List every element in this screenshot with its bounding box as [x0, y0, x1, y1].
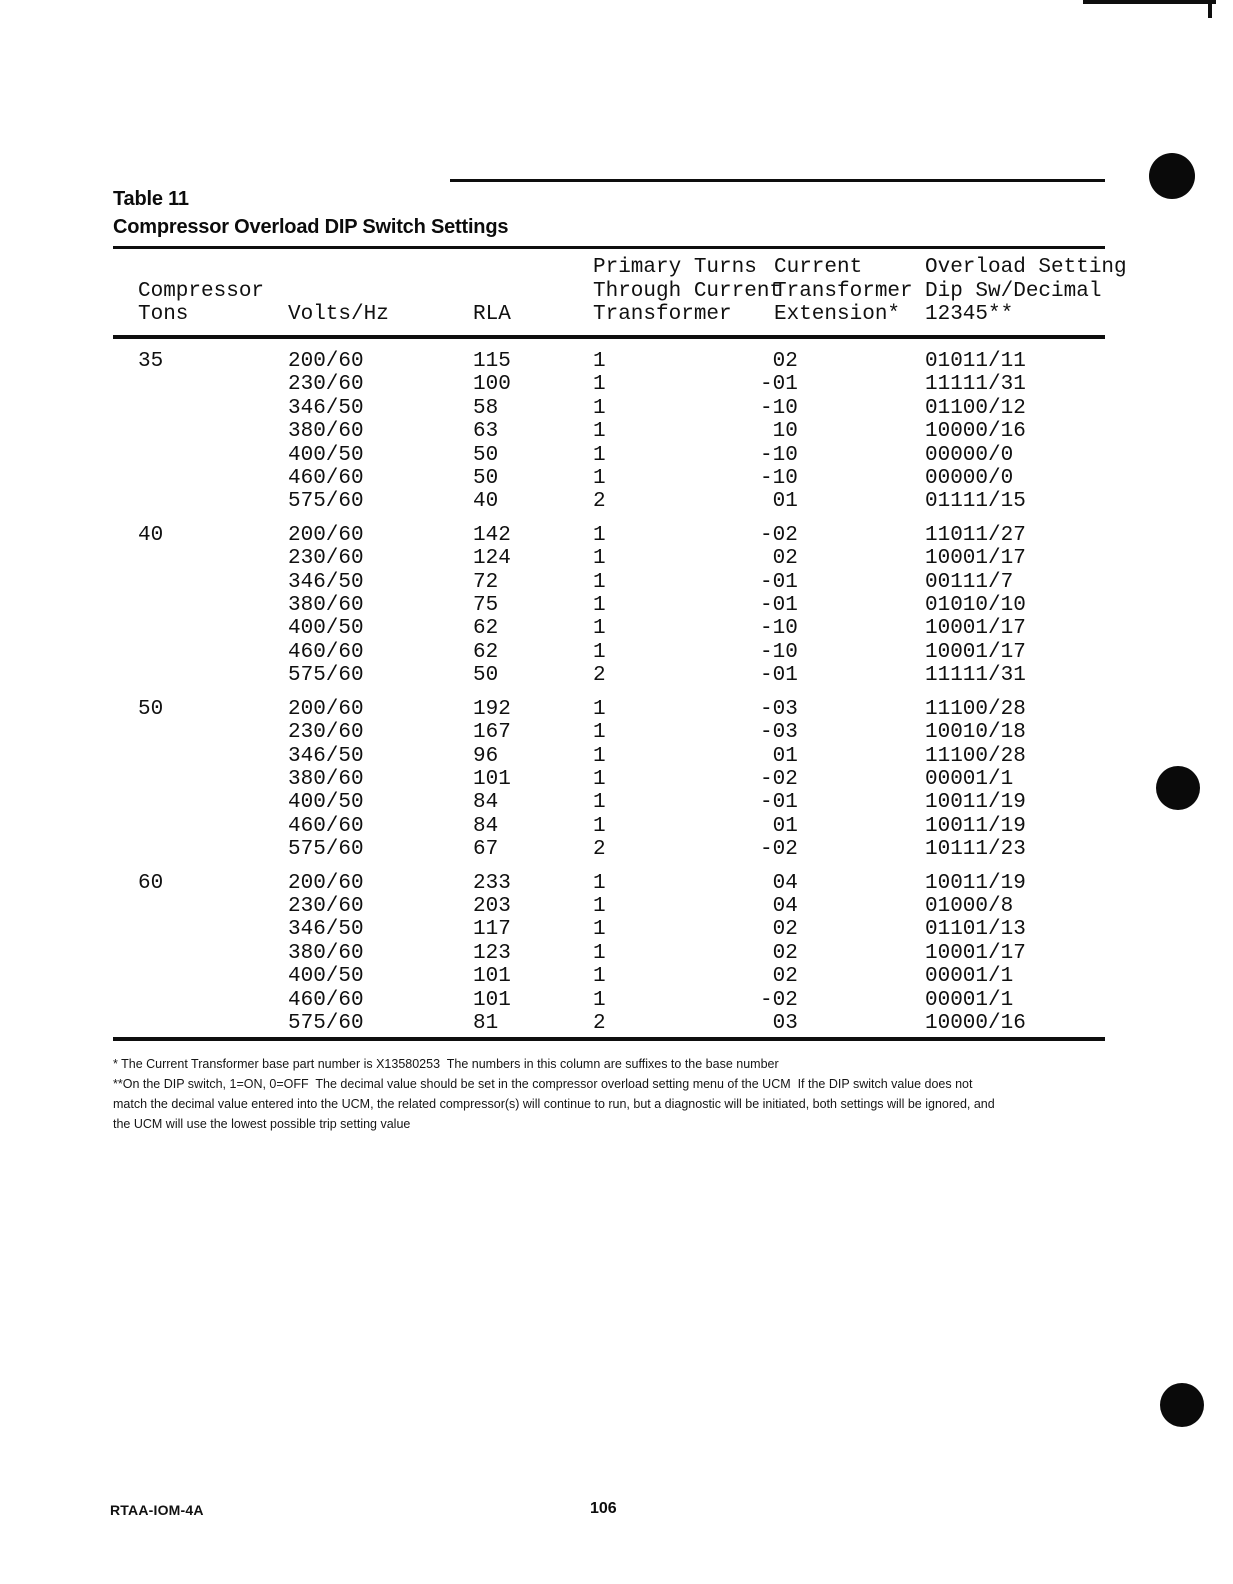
cell-primary-turns: 1 [593, 420, 606, 444]
cell-rla: 62 [473, 617, 499, 641]
table-row [113, 1012, 1105, 1035]
cell-ct-extension: -01 [760, 594, 798, 618]
table-caption: Compressor Overload DIP Switch Settings [113, 216, 509, 238]
cell-ct-extension: -01 [760, 373, 798, 397]
header-cell: Transformer [593, 303, 732, 326]
cell-overload-setting: 11111/31 [925, 664, 1026, 688]
table-row [113, 838, 1105, 861]
table-row [113, 350, 1105, 373]
cell-volts-hz: 460/60 [288, 640, 364, 664]
cell-compressor-tons [113, 815, 288, 838]
header-cell: Extension* [774, 303, 901, 326]
tonnage-section [113, 698, 1105, 862]
header-cell [288, 256, 473, 280]
cell-volts-hz: 575/60 [288, 664, 364, 688]
cell-overload-setting: 10001/17 [925, 547, 1026, 571]
cell-compressor-tons [113, 641, 288, 664]
table-row [113, 815, 1105, 838]
tonnage-section [113, 524, 1105, 688]
cell-ct-extension: 02 [760, 547, 798, 571]
footnote-line: **On the DIP switch, 1=ON, 0=OFF The decimal value should be set in the compressor overload setting menu of the UCM If the DIP switch value does not [113, 1077, 973, 1091]
table-footnotes [113, 1054, 1108, 1134]
cell-volts-hz: 346/50 [288, 744, 364, 768]
cell-volts-hz: 460/60 [288, 467, 364, 491]
cell-volts-hz: 400/50 [288, 617, 364, 641]
table-bottom-rule [113, 1037, 1105, 1041]
corner-mark-vertical [1208, 0, 1212, 18]
cell-compressor-tons [113, 490, 288, 513]
cell-volts-hz: 346/50 [288, 570, 364, 594]
table-row [113, 895, 1105, 918]
cell-overload-setting: 11100/28 [925, 697, 1026, 721]
cell-volts-hz: 575/60 [288, 490, 364, 514]
table-row [113, 664, 1105, 687]
header-cell: Current [774, 256, 863, 279]
footnote-line: * The Current Transformer base part number is X13580253 The numbers in this column are suffixes to the base number [113, 1057, 779, 1071]
table-header [113, 256, 1127, 327]
cell-compressor-tons [113, 838, 288, 861]
cell-compressor-tons [113, 989, 288, 1012]
cell-overload-setting: 10111/23 [925, 838, 1026, 862]
cell-primary-turns: 1 [593, 396, 606, 420]
cell-overload-setting: 10001/17 [925, 617, 1026, 641]
header-cell: Through Current [593, 279, 783, 303]
header-cell [473, 280, 593, 304]
cell-ct-extension: 02 [760, 965, 798, 989]
cell-overload-setting: 10000/16 [925, 420, 1026, 444]
cell-ct-extension: -02 [760, 988, 798, 1012]
header-line [113, 303, 1105, 327]
cell-rla: 233 [473, 871, 511, 895]
cell-rla: 62 [473, 640, 499, 664]
cell-ct-extension: -03 [760, 721, 798, 745]
cell-rla: 101 [473, 988, 511, 1012]
cell-compressor-tons [113, 467, 288, 490]
cell-primary-turns: 1 [593, 373, 606, 397]
cell-rla: 101 [473, 767, 511, 791]
cell-primary-turns: 1 [593, 523, 606, 547]
header-cell [113, 256, 288, 280]
table-row [113, 872, 1105, 895]
cell-rla: 58 [473, 396, 499, 420]
cell-overload-setting: 10000/16 [925, 1011, 1026, 1035]
cell-rla: 75 [473, 594, 499, 618]
table-row [113, 373, 1105, 396]
cell-overload-setting: 10010/18 [925, 721, 1026, 745]
header-cell: Primary Turns [593, 256, 757, 279]
cell-volts-hz: 230/60 [288, 721, 364, 745]
table-row [113, 942, 1105, 965]
cell-ct-extension: -10 [760, 467, 798, 491]
cell-volts-hz: 200/60 [288, 871, 364, 895]
cell-rla: 63 [473, 420, 499, 444]
cell-ct-extension: 02 [760, 350, 798, 373]
cell-volts-hz: 380/60 [288, 767, 364, 791]
footnote-line: match the decimal value entered into the UCM, the related compressor(s) will continue to run, but a diagnostic will be initiated, both settings will be ignored, and [113, 1097, 995, 1111]
cell-primary-turns: 1 [593, 443, 606, 467]
cell-overload-setting: 00111/7 [925, 570, 1014, 594]
table-row [113, 524, 1105, 547]
cell-rla: 123 [473, 941, 511, 965]
cell-ct-extension: 10 [760, 420, 798, 444]
cell-volts-hz: 575/60 [288, 838, 364, 862]
cell-ct-extension: -02 [760, 523, 798, 547]
cell-rla: 84 [473, 791, 499, 815]
header-cell [288, 280, 473, 304]
cell-overload-setting: 00000/0 [925, 443, 1014, 467]
cell-rla: 101 [473, 965, 511, 989]
cell-primary-turns: 1 [593, 767, 606, 791]
footer-page-number: 106 [590, 1500, 617, 1517]
footnote-line: the UCM will use the lowest possible trip setting value [113, 1117, 411, 1131]
cell-compressor-tons: 35 [138, 350, 164, 373]
cell-ct-extension: 03 [760, 1011, 798, 1035]
cell-rla: 203 [473, 894, 511, 918]
cell-volts-hz: 230/60 [288, 894, 364, 918]
cell-ct-extension: -01 [760, 570, 798, 594]
cell-ct-extension: 04 [760, 894, 798, 918]
table-row [113, 745, 1105, 768]
cell-rla: 50 [473, 664, 499, 688]
table-title [113, 185, 508, 241]
cell-compressor-tons [113, 1012, 288, 1035]
cell-rla: 167 [473, 721, 511, 745]
cell-primary-turns: 1 [593, 594, 606, 618]
cell-ct-extension: -01 [760, 791, 798, 815]
cell-ct-extension: 01 [760, 490, 798, 514]
table-row [113, 444, 1105, 467]
cell-rla: 100 [473, 373, 511, 397]
cell-overload-setting: 10001/17 [925, 640, 1026, 664]
cell-rla: 81 [473, 1011, 499, 1035]
cell-compressor-tons [113, 547, 288, 570]
cell-primary-turns: 1 [593, 894, 606, 918]
cell-primary-turns: 1 [593, 965, 606, 989]
cell-primary-turns: 1 [593, 918, 606, 942]
cell-overload-setting: 10011/19 [925, 814, 1026, 838]
cell-rla: 117 [473, 918, 511, 942]
cell-compressor-tons [113, 942, 288, 965]
cell-ct-extension: -10 [760, 396, 798, 420]
cell-compressor-tons [113, 420, 288, 443]
cell-compressor-tons [113, 721, 288, 744]
top-rule [450, 179, 1105, 182]
cell-compressor-tons [113, 768, 288, 791]
cell-volts-hz: 230/60 [288, 373, 364, 397]
registration-dot-middle [1156, 766, 1200, 810]
header-line [113, 256, 1127, 280]
cell-compressor-tons [113, 397, 288, 420]
table-row [113, 420, 1105, 443]
cell-ct-extension: -10 [760, 443, 798, 467]
cell-overload-setting: 00001/1 [925, 767, 1014, 791]
cell-ct-extension: 02 [760, 918, 798, 942]
tonnage-section [113, 350, 1105, 514]
table-row [113, 768, 1105, 791]
registration-dot-bottom [1160, 1383, 1204, 1427]
cell-volts-hz: 200/60 [288, 697, 364, 721]
cell-rla: 84 [473, 814, 499, 838]
table-row [113, 594, 1105, 617]
cell-volts-hz: 400/50 [288, 791, 364, 815]
cell-overload-setting: 01101/13 [925, 918, 1026, 942]
table-row [113, 965, 1105, 988]
table-row [113, 617, 1105, 640]
cell-overload-setting: 01111/15 [925, 490, 1026, 514]
cell-volts-hz: 346/50 [288, 918, 364, 942]
cell-compressor-tons: 40 [138, 523, 164, 547]
cell-volts-hz: 380/60 [288, 420, 364, 444]
header-cell: Volts/Hz [288, 303, 389, 326]
cell-overload-setting: 01010/10 [925, 594, 1026, 618]
cell-primary-turns: 1 [593, 871, 606, 895]
cell-overload-setting: 00000/0 [925, 467, 1014, 491]
cell-rla: 72 [473, 570, 499, 594]
cell-primary-turns: 1 [593, 547, 606, 571]
cell-compressor-tons [113, 664, 288, 687]
cell-compressor-tons [113, 617, 288, 640]
cell-compressor-tons [113, 594, 288, 617]
cell-rla: 40 [473, 490, 499, 514]
cell-primary-turns: 1 [593, 988, 606, 1012]
cell-primary-turns: 1 [593, 617, 606, 641]
cell-overload-setting: 01100/12 [925, 396, 1026, 420]
cell-volts-hz: 380/60 [288, 594, 364, 618]
cell-ct-extension: -01 [760, 664, 798, 688]
table-row [113, 467, 1105, 490]
cell-ct-extension: -10 [760, 617, 798, 641]
cell-rla: 124 [473, 547, 511, 571]
cell-overload-setting: 11011/27 [925, 523, 1026, 547]
cell-primary-turns: 1 [593, 744, 606, 768]
cell-compressor-tons [113, 373, 288, 396]
cell-primary-turns: 1 [593, 721, 606, 745]
cell-volts-hz: 200/60 [288, 523, 364, 547]
table-row [113, 918, 1105, 941]
table-row [113, 721, 1105, 744]
table-body [113, 350, 1105, 1035]
header-cell: RLA [473, 303, 511, 326]
registration-dot-top [1149, 153, 1195, 199]
table-row [113, 547, 1105, 570]
cell-primary-turns: 1 [593, 467, 606, 491]
cell-ct-extension: -10 [760, 640, 798, 664]
cell-volts-hz: 380/60 [288, 941, 364, 965]
cell-primary-turns: 1 [593, 697, 606, 721]
header-cell: Overload Setting [925, 256, 1127, 279]
cell-rla: 115 [473, 350, 511, 373]
cell-overload-setting: 11111/31 [925, 373, 1026, 397]
cell-volts-hz: 460/60 [288, 814, 364, 838]
cell-overload-setting: 10001/17 [925, 941, 1026, 965]
cell-primary-turns: 1 [593, 570, 606, 594]
table-row [113, 641, 1105, 664]
cell-overload-setting: 00001/1 [925, 965, 1014, 989]
cell-primary-turns: 2 [593, 1011, 606, 1035]
cell-primary-turns: 2 [593, 490, 606, 514]
cell-compressor-tons [113, 918, 288, 941]
cell-ct-extension: 04 [760, 871, 798, 895]
cell-compressor-tons [113, 895, 288, 918]
cell-primary-turns: 2 [593, 664, 606, 688]
title-underline-rule [113, 246, 1105, 249]
table-number: Table 11 [113, 188, 189, 210]
cell-volts-hz: 200/60 [288, 350, 364, 373]
cell-rla: 192 [473, 697, 511, 721]
cell-ct-extension: 01 [760, 814, 798, 838]
table-row [113, 490, 1105, 513]
cell-overload-setting: 10011/19 [925, 791, 1026, 815]
cell-volts-hz: 400/50 [288, 443, 364, 467]
cell-ct-extension: -03 [760, 697, 798, 721]
header-cell [473, 256, 593, 280]
cell-primary-turns: 1 [593, 814, 606, 838]
cell-ct-extension: 01 [760, 744, 798, 768]
cell-compressor-tons [113, 571, 288, 594]
header-cell: Dip Sw/Decimal [925, 279, 1102, 303]
cell-volts-hz: 346/50 [288, 396, 364, 420]
cell-primary-turns: 1 [593, 640, 606, 664]
cell-overload-setting: 10011/19 [925, 871, 1026, 895]
cell-primary-turns: 1 [593, 941, 606, 965]
header-cell: Compressor [138, 279, 265, 303]
cell-overload-setting: 00001/1 [925, 988, 1014, 1012]
cell-compressor-tons: 60 [138, 871, 164, 895]
table-row [113, 791, 1105, 814]
header-cell: Transformer [774, 279, 913, 303]
cell-overload-setting: 01011/11 [925, 350, 1026, 373]
cell-overload-setting: 01000/8 [925, 894, 1014, 918]
header-line [113, 280, 1105, 304]
table-row [113, 989, 1105, 1012]
cell-rla: 67 [473, 838, 499, 862]
tonnage-section [113, 872, 1105, 1036]
cell-compressor-tons [113, 965, 288, 988]
cell-compressor-tons [113, 444, 288, 467]
table-row [113, 698, 1105, 721]
cell-rla: 142 [473, 523, 511, 547]
table-row [113, 397, 1105, 420]
cell-ct-extension: 02 [760, 941, 798, 965]
cell-compressor-tons [113, 745, 288, 768]
header-cell: Tons [138, 303, 189, 326]
table-row [113, 571, 1105, 594]
cell-rla: 96 [473, 744, 499, 768]
corner-mark-horizontal [1083, 0, 1216, 4]
cell-primary-turns: 1 [593, 350, 606, 373]
cell-primary-turns: 1 [593, 791, 606, 815]
cell-ct-extension: -02 [760, 838, 798, 862]
cell-volts-hz: 230/60 [288, 547, 364, 571]
cell-volts-hz: 460/60 [288, 988, 364, 1012]
cell-compressor-tons: 50 [138, 697, 164, 721]
cell-ct-extension: -02 [760, 767, 798, 791]
header-cell: 12345** [925, 303, 1014, 326]
cell-volts-hz: 575/60 [288, 1011, 364, 1035]
cell-compressor-tons [113, 791, 288, 814]
cell-primary-turns: 2 [593, 838, 606, 862]
cell-volts-hz: 400/50 [288, 965, 364, 989]
cell-overload-setting: 11100/28 [925, 744, 1026, 768]
header-bottom-rule [113, 335, 1105, 339]
footer-document-code: RTAA-IOM-4A [110, 1502, 204, 1518]
cell-rla: 50 [473, 467, 499, 491]
cell-rla: 50 [473, 443, 499, 467]
